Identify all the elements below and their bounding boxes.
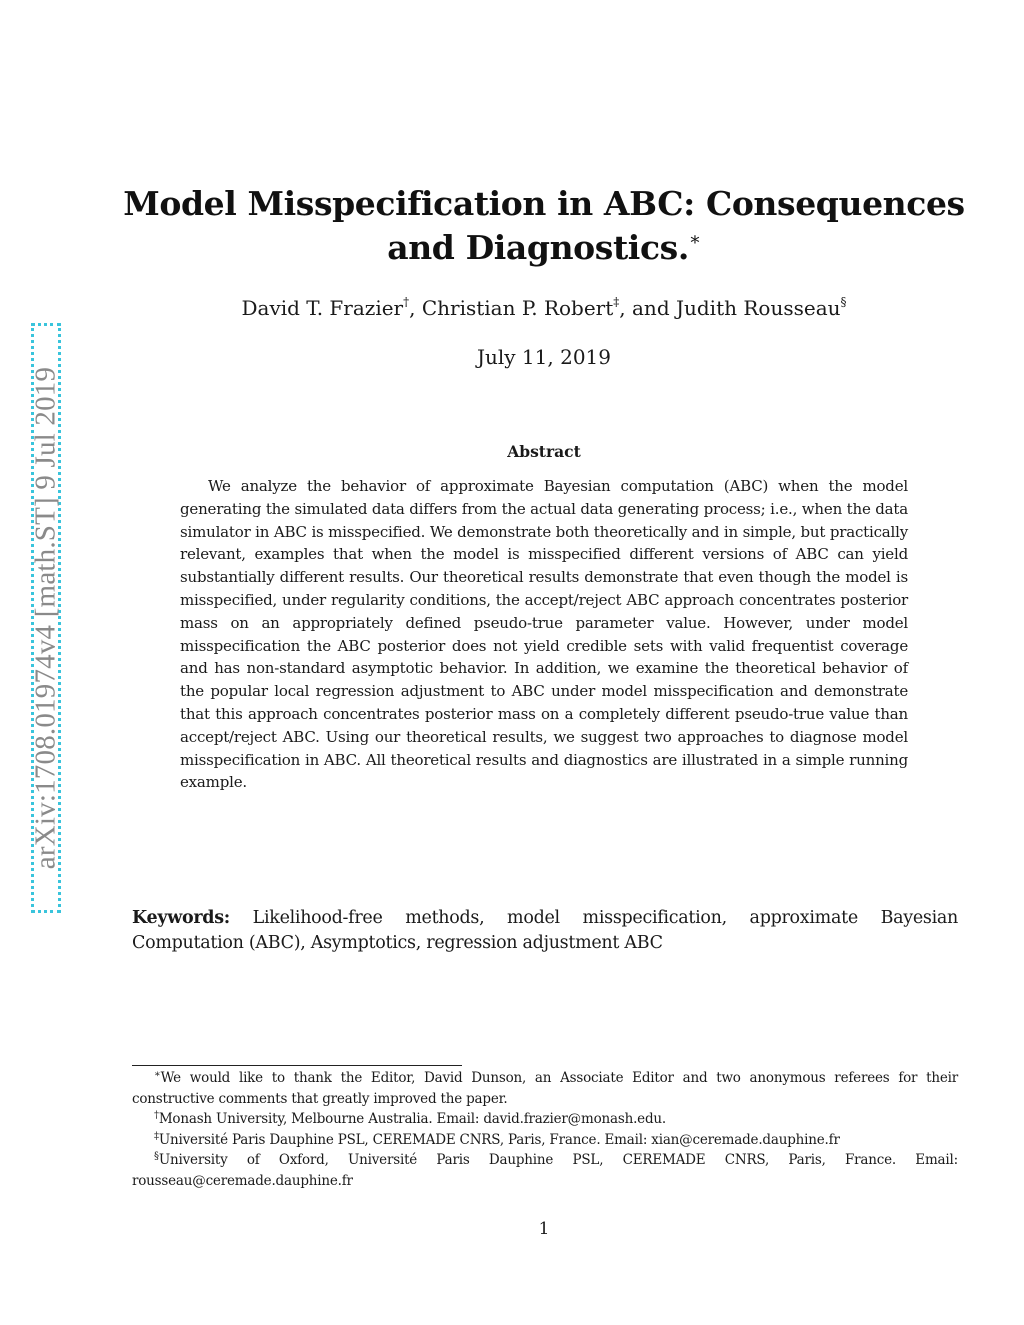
author-separator-1: , — [409, 296, 422, 320]
title-line-1: Model Misspecification in ABC: Consequences — [123, 184, 965, 223]
author-rousseau-mark[interactable]: § — [840, 295, 847, 309]
arxiv-stamp[interactable]: arXiv:1708.01974v4 [math.ST] 9 Jul 2019 — [29, 366, 62, 870]
footnote-text: University of Oxford, Université Paris Dauphine PSL, CEREMADE CNRS, Paris, France. Email: rousseau@ceremade.dauphine.fr — [132, 1152, 958, 1189]
author-frazier: David T. Frazier — [241, 296, 404, 320]
author-rousseau: Judith Rousseau — [675, 296, 841, 320]
author-frazier-mark[interactable]: † — [403, 295, 410, 309]
footnote-mark: † — [154, 1110, 159, 1121]
author-robert: Christian P. Robert — [421, 296, 614, 320]
footnote-acknowledgement — [132, 1068, 958, 1109]
author-robert-mark[interactable]: ‡ — [613, 295, 620, 309]
footnote-robert — [132, 1130, 958, 1151]
author-list — [120, 294, 968, 322]
footnote-mark: § — [154, 1151, 159, 1162]
footnote-text: We would like to thank the Editor, David Dunson, an Associate Editor and two anonymous referees for their constructive comments that greatly improved the paper. — [132, 1070, 958, 1107]
footnote-rousseau — [132, 1150, 958, 1191]
paper-title — [120, 182, 968, 270]
footnote-mark: ‡ — [154, 1130, 159, 1142]
paper-date: July 11, 2019 — [476, 345, 611, 369]
abstract-body: We analyze the behavior of approximate Bayesian computation (ABC) when the model generating the simulated data differs from the actual data generating process; i.e., when the data simulator in ABC is misspecified. We demonstrate both theoretically and in simple, but practically relevant, examples that when the model is misspecified different versions of ABC can yield substantially different results. Our theoretical results demonstrate that even though the model is misspecified, under regularity conditions, the accept/reject ABC approach concentrates posterior mass on an appropriately defined pseudo-true parameter value. However, under model misspecification the ABC posterior does not yield credible sets with valid frequentist coverage and has non-standard asymptotic behavior. In addition, we examine the theoretical behavior of the popular local regression adjustment to ABC under model misspecification and demonstrate that this approach concentrates posterior mass on a completely different pseudo-true value than accept/reject ABC. Using our theoretical results, we suggest two approaches to diagnose model misspecification in ABC. All theoretical results and diagnostics are illustrated in a simple running example. — [180, 477, 908, 792]
page-number: 1 — [538, 1219, 550, 1239]
footnote-frazier — [132, 1109, 958, 1130]
footnotes — [132, 1068, 958, 1191]
author-separator-2: , and — [619, 296, 676, 320]
abstract-heading: Abstract — [507, 442, 581, 461]
title-line-2: and Diagnostics. — [387, 228, 689, 267]
footnote-text: Monash University, Melbourne Australia. Email: david.frazier@monash.edu. — [158, 1111, 666, 1127]
title-footnote-marker[interactable]: ∗ — [688, 229, 701, 250]
keywords-label: Keywords: — [132, 908, 230, 928]
keywords-text: Likelihood-free methods, model misspecification, approximate Bayesian Computation (ABC), Asymptotics, regression adjustment ABC — [132, 908, 958, 953]
footnote-mark: ∗ — [154, 1069, 161, 1080]
keywords — [132, 906, 958, 956]
footnote-text: Université Paris Dauphine PSL, CEREMADE CNRS, Paris, France. Email: xian@ceremade.dauphine.fr — [158, 1131, 840, 1148]
footnote-divider — [132, 1065, 462, 1066]
